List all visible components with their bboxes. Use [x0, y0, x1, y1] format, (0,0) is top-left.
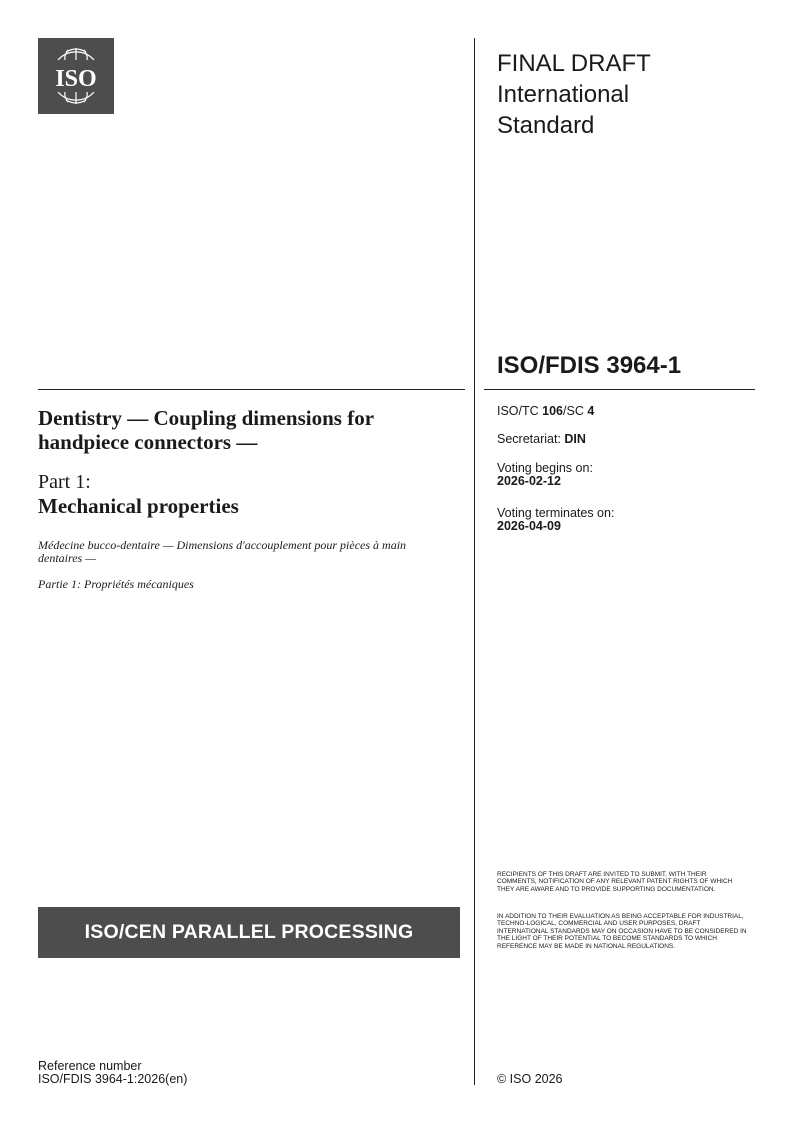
copyright: © ISO 2026	[497, 1072, 563, 1086]
voting-begins-label: Voting begins on:	[497, 461, 593, 475]
document-status-heading	[497, 48, 757, 141]
status-line-2: International	[497, 81, 630, 108]
french-part-title: Partie 1: Propriétés mécaniques	[38, 577, 194, 591]
status-line-1: FINAL DRAFT	[497, 50, 651, 77]
iso-logo	[38, 38, 114, 114]
vertical-divider	[474, 38, 475, 1085]
part-label: Part 1:	[38, 471, 91, 493]
status-line-3: Standard	[497, 112, 595, 139]
document-title: Dentistry — Coupling dimensions for handpiece connectors —	[38, 406, 374, 454]
technical-committee: ISO/TC 106/SC 4	[497, 404, 595, 418]
secretariat: Secretariat: DIN	[497, 432, 586, 446]
left-horizontal-divider	[38, 389, 465, 390]
voting-begins-date: 2026-02-12	[497, 474, 561, 488]
voting-terminates-label: Voting terminates on:	[497, 506, 615, 520]
iso-globe-icon	[38, 38, 114, 114]
standard-number: ISO/FDIS 3964-1	[497, 352, 682, 379]
right-horizontal-divider	[484, 389, 755, 390]
disclaimer-paragraph-1: RECIPIENTS OF THIS DRAFT ARE INVITED TO SUBMIT, WITH THEIR COMMENTS, NOTIFICATION OF ANY RELEVANT PATENT RIGHTS OF WHICH THEY ARE AWARE AND TO PROVIDE SUPPORTING DOCUMENTATION.	[497, 871, 733, 893]
reference-label: Reference number	[38, 1059, 142, 1073]
logo-text: ISO	[55, 66, 97, 92]
voting-terminates-date: 2026-04-09	[497, 519, 561, 533]
part-title: Mechanical properties	[38, 494, 239, 518]
disclaimer-paragraph-2: IN ADDITION TO THEIR EVALUATION AS BEING ACCEPTABLE FOR INDUSTRIAL, TECHNO-LOGICAL, COMMERCIAL AND USER PURPOSES, DRAFT INTERNATIONAL STANDARDS MAY ON OCCASION HAVE TO BE CONSIDERED IN THE LIGHT OF THEIR POTENTIAL TO BECOME STANDARDS TO WHICH REFERENCE MAY BE MADE IN NATIONAL REGULATIONS.	[497, 913, 747, 950]
french-title: Médecine bucco-dentaire — Dimensions d'accouplement pour pièces à main dentaires —	[38, 538, 407, 565]
parallel-processing-banner: ISO/CEN PARALLEL PROCESSING	[38, 907, 460, 958]
reference-number: ISO/FDIS 3964-1:2026(en)	[38, 1072, 188, 1086]
